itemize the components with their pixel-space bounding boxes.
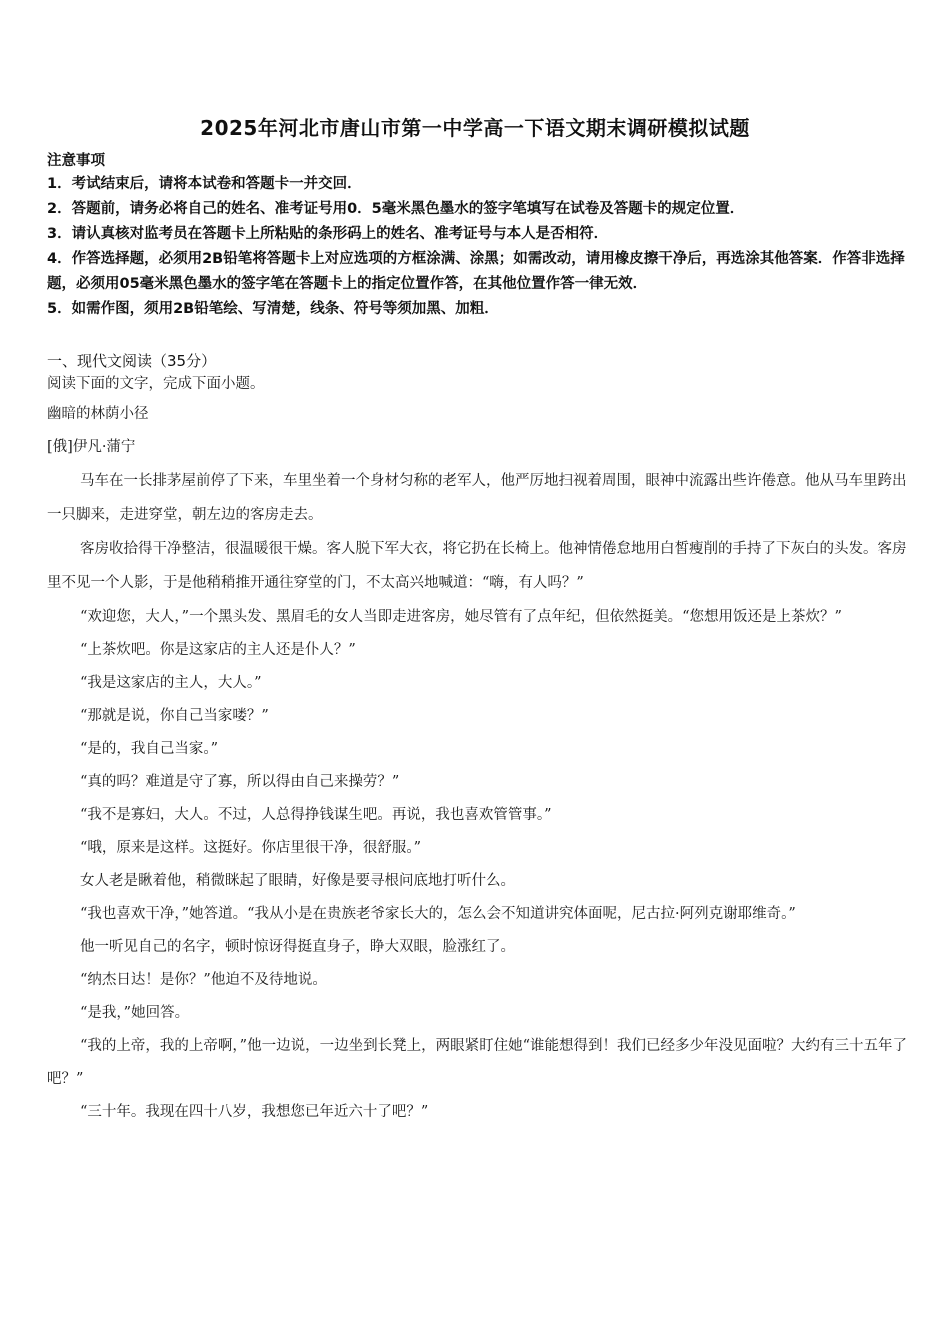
paragraph: “是我，”她回答。	[80, 1005, 190, 1021]
paragraph: “三十年。我现在四十八岁，我想您已年近六十了吧？”	[80, 1104, 429, 1120]
paragraph: “纳杰日达！是你？”他迫不及待地说。	[80, 972, 327, 988]
story-author: [俄]伊凡·蒲宁	[47, 439, 136, 455]
paragraph: “我也喜欢干净，”她答道。“我从小是在贵族老爷家长大的，怎么会不知道讲究体面呢，尼古拉·阿列克谢耶维奇。”	[80, 906, 796, 922]
notice-item-1: 1．考试结束后，请将本试卷和答题卡一并交回．	[47, 176, 362, 192]
paragraph: “我是这家店的主人，大人。”	[80, 675, 262, 691]
paragraph: “是的，我自己当家。”	[80, 741, 219, 757]
paragraph: “哦，原来是这样。这挺好。你店里很干净，很舒服。”	[80, 840, 422, 856]
paragraph: “我的上帝，我的上帝啊，”他一边说，一边坐到长凳上，两眼紧盯住她“谁能想得到！我们已经多少年没见面啦？大约有三十五年了吧？”	[47, 1038, 907, 1087]
paragraph: “上茶炊吧。你是这家店的主人还是仆人？”	[80, 642, 356, 658]
notice-item-4: 4．作答选择题，必须用2B铅笔将答题卡上对应选项的方框涂满、涂黑；如需改动，请用橡皮擦干净后，再选涂其他答案．作答非选择题，必须用05毫米黑色墨水的签字笔在答题卡上的指定位置作答，在其他位置作答一律无效．	[47, 251, 905, 292]
notice-block	[47, 150, 907, 322]
paragraph: 马车在一长排茅屋前停了下来，车里坐着一个身材匀称的老军人，他严厉地扫视着周围，眼神中流露出些许倦意。他从马车里跨出一只脚来，走进穿堂，朝左边的客房走去。	[47, 473, 907, 523]
paragraph: “那就是说，你自己当家喽？”	[80, 708, 269, 724]
notice-item-5: 5．如需作图，须用2B铅笔绘、写清楚，线条、符号等须加黑、加粗．	[47, 301, 499, 317]
notice-heading: 注意事项	[47, 153, 105, 169]
paragraph: 女人老是瞅着他，稍微眯起了眼睛，好像是要寻根问底地打听什么。	[80, 873, 515, 889]
paragraph: 他一听见自己的名字，顿时惊讶得挺直身子，睁大双眼，脸涨红了。	[80, 939, 515, 955]
reading-instruction: 阅读下面的文字，完成下面小题。	[47, 376, 265, 392]
notice-item-3: 3．请认真核对监考员在答题卡上所粘贴的条形码上的姓名、准考证号与本人是否相符．	[47, 226, 609, 242]
story-title: 幽暗的林荫小径	[47, 406, 149, 422]
paragraph: “我不是寡妇，大人。不过，人总得挣钱谋生吧。再说，我也喜欢管管事。”	[80, 807, 552, 823]
paragraph: “真的吗？难道是守了寡，所以得由自己来操劳？”	[80, 774, 400, 790]
notice-item-2: 2．答题前，请务必将自己的姓名、准考证号用0．5毫米黑色墨水的签字笔填写在试卷及答题卡的规定位置．	[47, 201, 745, 217]
paragraph: “欢迎您，大人，”一个黑头发、黑眉毛的女人当即走进客房，她尽管有了点年纪，但依然挺美。“您想用饭还是上茶炊？”	[80, 609, 842, 625]
paragraph: 客房收拾得干净整洁，很温暖很干燥。客人脱下军大衣，将它扔在长椅上。他神情倦怠地用白皙瘦削的手持了下灰白的头发。客房里不见一个人影，于是他稍稍推开通往穿堂的门，不太高兴地喊道：“嗨，有人吗？”	[47, 541, 907, 591]
section-heading: 一、现代文阅读（35分）	[47, 352, 217, 370]
reading-passage	[47, 373, 911, 1129]
page-title: 2025年河北市唐山市第一中学高一下语文期末调研模拟试题	[200, 116, 750, 140]
